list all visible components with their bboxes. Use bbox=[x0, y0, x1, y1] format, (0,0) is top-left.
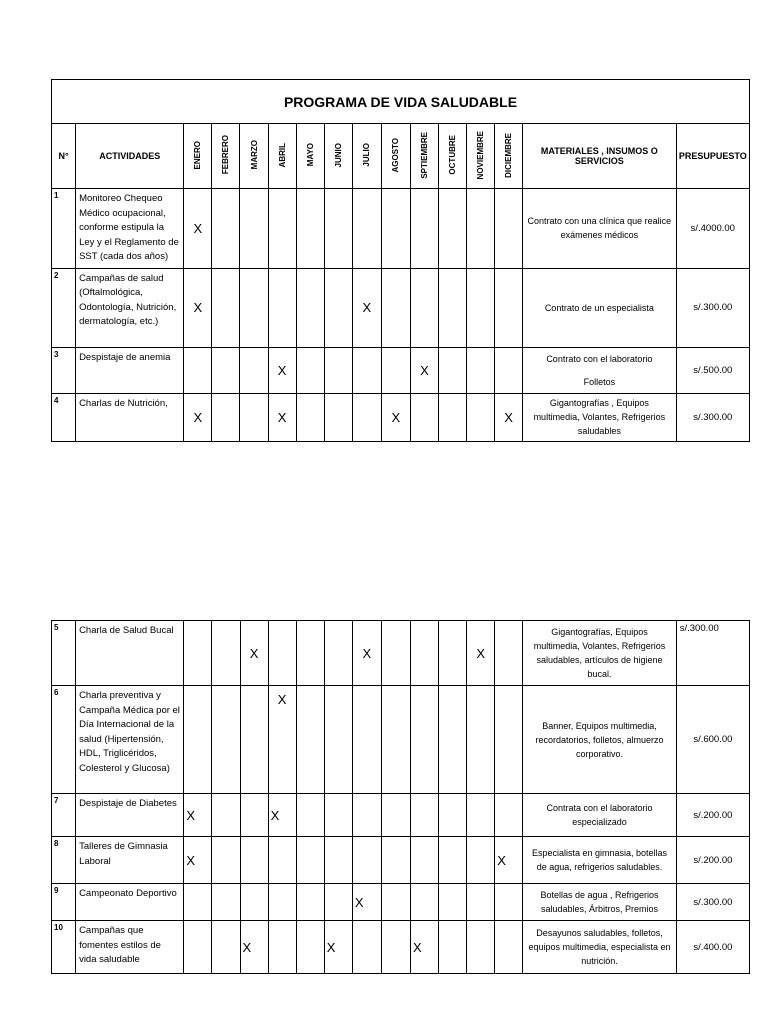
month-cell bbox=[439, 794, 467, 837]
materials-text: Contrato con el laboratorio bbox=[546, 353, 653, 364]
month-cell bbox=[296, 347, 324, 393]
month-mark: X bbox=[412, 939, 422, 955]
month-cell bbox=[410, 621, 438, 686]
header-month bbox=[495, 124, 523, 189]
materials-text: Especialista en gimnasia, botellas de agua, refrigerios saludables. bbox=[531, 848, 668, 872]
month-cell bbox=[467, 837, 495, 884]
activity-cell: Charla de Salud Bucal bbox=[76, 621, 184, 686]
month-cell bbox=[352, 189, 381, 269]
header-month-label: MAYO bbox=[305, 143, 315, 167]
month-mark: X bbox=[362, 645, 372, 661]
month-mark: X bbox=[420, 362, 429, 378]
month-cell bbox=[184, 189, 212, 269]
month-cell bbox=[240, 921, 268, 974]
header-month-label: ABRIL bbox=[277, 142, 287, 168]
month-cell bbox=[439, 686, 467, 794]
materials-cell bbox=[523, 347, 676, 393]
month-cell bbox=[495, 621, 523, 686]
month-cell bbox=[324, 347, 352, 393]
header-month-label: JULIO bbox=[362, 143, 372, 167]
month-cell bbox=[268, 794, 296, 837]
month-cell bbox=[240, 621, 268, 686]
month-cell bbox=[352, 686, 381, 794]
month-cell bbox=[381, 189, 410, 269]
month-cell bbox=[352, 884, 381, 921]
month-cell bbox=[352, 794, 381, 837]
materials-text: Banner, Equipos multimedia, recordatorios, folletos, almuerzo corporativo. bbox=[535, 720, 664, 759]
spacer bbox=[527, 366, 671, 375]
header-month bbox=[212, 124, 240, 189]
month-cell bbox=[268, 621, 296, 686]
table-row bbox=[52, 621, 750, 686]
month-cell bbox=[184, 794, 212, 837]
month-mark: X bbox=[476, 645, 486, 661]
month-cell bbox=[352, 347, 381, 393]
month-cell bbox=[467, 268, 495, 347]
header-month-label: FEBRERO bbox=[221, 135, 231, 175]
month-cell bbox=[381, 884, 410, 921]
header-month-label: MARZO bbox=[249, 140, 259, 170]
month-cell bbox=[495, 268, 523, 347]
month-cell bbox=[240, 837, 268, 884]
month-mark: X bbox=[504, 409, 513, 425]
materials-cell bbox=[523, 921, 676, 974]
month-cell bbox=[410, 921, 438, 974]
month-cell bbox=[268, 347, 296, 393]
month-cell bbox=[212, 794, 240, 837]
month-cell bbox=[296, 686, 324, 794]
materials-text-2: Folletos bbox=[583, 376, 616, 387]
header-month bbox=[410, 124, 438, 189]
materials-cell bbox=[523, 884, 676, 921]
month-cell bbox=[184, 686, 212, 794]
row-number: 1 bbox=[52, 189, 76, 269]
month-cell bbox=[296, 921, 324, 974]
month-cell bbox=[212, 686, 240, 794]
month-cell bbox=[439, 921, 467, 974]
row-number: 6 bbox=[52, 686, 76, 794]
month-cell bbox=[268, 189, 296, 269]
month-cell bbox=[352, 621, 381, 686]
month-cell bbox=[240, 884, 268, 921]
header-month bbox=[324, 124, 352, 189]
month-mark: X bbox=[277, 692, 287, 707]
month-cell bbox=[268, 686, 296, 794]
month-cell bbox=[410, 837, 438, 884]
month-cell bbox=[410, 347, 438, 393]
table-row bbox=[52, 347, 750, 393]
month-cell bbox=[212, 621, 240, 686]
table-row bbox=[52, 921, 750, 974]
materials-cell bbox=[523, 621, 676, 686]
month-mark: X bbox=[270, 807, 280, 823]
row-number: 3 bbox=[52, 347, 76, 393]
header-month-label: ENERO bbox=[193, 140, 203, 170]
month-mark: X bbox=[362, 300, 372, 315]
month-cell bbox=[438, 268, 466, 347]
month-mark: X bbox=[242, 939, 252, 955]
table-row bbox=[52, 268, 750, 347]
month-cell bbox=[296, 621, 324, 686]
row-number: 2 bbox=[52, 268, 76, 347]
month-cell bbox=[296, 393, 324, 441]
month-cell bbox=[352, 837, 381, 884]
month-cell bbox=[240, 686, 268, 794]
month-cell bbox=[296, 837, 324, 884]
month-cell bbox=[467, 686, 495, 794]
row-number: 8 bbox=[52, 837, 76, 884]
activity-cell: Despistaje de anemia bbox=[76, 347, 184, 393]
materials-cell bbox=[523, 189, 676, 269]
month-cell bbox=[268, 921, 296, 974]
month-cell bbox=[184, 268, 212, 347]
row-number: 4 bbox=[52, 393, 76, 441]
month-cell bbox=[467, 794, 495, 837]
page-title: PROGRAMA DE VIDA SALUDABLE bbox=[52, 80, 750, 124]
month-mark: X bbox=[186, 852, 196, 868]
budget-cell: s/.600.00 bbox=[676, 686, 749, 794]
month-mark: X bbox=[497, 852, 506, 868]
header-month bbox=[438, 124, 466, 189]
budget-cell: s/.200.00 bbox=[676, 837, 749, 884]
row-number: 9 bbox=[52, 884, 76, 921]
activity-cell: Campeonato Deportivo bbox=[76, 884, 184, 921]
month-cell bbox=[467, 884, 495, 921]
materials-cell bbox=[523, 393, 676, 441]
header-month bbox=[296, 124, 324, 189]
header-num: N° bbox=[52, 124, 76, 189]
materials-text: Gigantografías, Equipos multimedia, Volantes, Refrigerios saludables, artículos de higiene bucal. bbox=[533, 627, 666, 679]
month-cell bbox=[296, 884, 324, 921]
month-mark: X bbox=[193, 409, 203, 425]
month-cell bbox=[381, 794, 410, 837]
month-cell bbox=[324, 393, 352, 441]
header-month-label: SPTIEMBRE bbox=[419, 131, 429, 179]
table-row bbox=[52, 189, 750, 269]
month-cell bbox=[381, 621, 410, 686]
budget-cell: s/.300.00 bbox=[676, 621, 749, 686]
budget-cell: s/.4000.00 bbox=[676, 189, 749, 269]
month-cell bbox=[410, 268, 438, 347]
header-month bbox=[467, 124, 495, 189]
month-cell bbox=[467, 347, 495, 393]
month-cell bbox=[410, 189, 438, 269]
month-cell bbox=[184, 347, 212, 393]
month-cell bbox=[324, 837, 352, 884]
month-cell bbox=[184, 393, 212, 441]
month-mark: X bbox=[277, 362, 287, 378]
month-cell bbox=[495, 794, 523, 837]
row-number: 10 bbox=[52, 921, 76, 974]
month-mark: X bbox=[249, 645, 259, 661]
month-cell bbox=[296, 794, 324, 837]
month-cell bbox=[467, 921, 495, 974]
month-cell bbox=[184, 884, 212, 921]
month-cell bbox=[495, 884, 523, 921]
month-cell bbox=[495, 837, 523, 884]
month-cell bbox=[268, 268, 296, 347]
month-cell bbox=[212, 189, 240, 269]
month-mark: X bbox=[354, 894, 364, 910]
activity-cell: Monitoreo Chequeo Médico ocupacional, conforme estipula la Ley y el Reglamento de SST (cada dos años) bbox=[76, 189, 184, 269]
table-row bbox=[52, 794, 750, 837]
month-cell bbox=[296, 189, 324, 269]
month-cell bbox=[240, 189, 268, 269]
month-cell bbox=[212, 393, 240, 441]
table-row bbox=[52, 686, 750, 794]
month-cell bbox=[324, 621, 352, 686]
budget-cell: s/.400.00 bbox=[676, 921, 749, 974]
month-cell bbox=[381, 921, 410, 974]
month-cell bbox=[381, 347, 410, 393]
schedule-table-1 bbox=[51, 79, 750, 442]
header-month-label: NOVIEMBRE bbox=[476, 130, 486, 180]
month-cell bbox=[495, 393, 523, 441]
activity-cell: Charla preventiva y Campaña Médica por el Día Internacional de la salud (Hipertensión, HDL, Triglicéridos, Colesterol y Glucosa) bbox=[76, 686, 184, 794]
header-month-label: AGOSTO bbox=[391, 137, 401, 173]
month-cell bbox=[268, 393, 296, 441]
month-cell bbox=[495, 189, 523, 269]
header-month bbox=[268, 124, 296, 189]
materials-text: Gigantografías , Equipos multimedia, Volantes, Refrigerios saludables bbox=[533, 398, 666, 436]
month-cell bbox=[212, 884, 240, 921]
month-cell bbox=[240, 393, 268, 441]
month-cell bbox=[495, 921, 523, 974]
table-row bbox=[52, 884, 750, 921]
month-mark: X bbox=[326, 939, 336, 955]
month-cell bbox=[467, 621, 495, 686]
header-month-label: DICIEMBRE bbox=[504, 132, 514, 178]
month-mark: X bbox=[391, 409, 401, 425]
header-month-label: OCTUBRE bbox=[447, 135, 457, 175]
header-month bbox=[240, 124, 268, 189]
month-cell bbox=[240, 794, 268, 837]
month-cell bbox=[467, 189, 495, 269]
header-actividades: ACTIVIDADES bbox=[76, 124, 184, 189]
budget-cell: s/.200.00 bbox=[676, 794, 749, 837]
month-cell bbox=[410, 884, 438, 921]
materials-cell bbox=[523, 268, 676, 347]
budget-cell: s/.500.00 bbox=[676, 347, 749, 393]
schedule-table-2 bbox=[51, 620, 750, 974]
activity-cell: Charlas de Nutrición, bbox=[76, 393, 184, 441]
header-month-label: JUNIO bbox=[333, 142, 343, 168]
month-cell bbox=[184, 921, 212, 974]
month-cell bbox=[438, 347, 466, 393]
budget-cell: s/.300.00 bbox=[676, 268, 749, 347]
month-cell bbox=[324, 794, 352, 837]
activity-cell: Campañas de salud (Oftalmológica, Odontología, Nutrición, dermatología, etc.) bbox=[76, 268, 184, 347]
header-materiales: MATERIALES , INSUMOS O SERVICIOS bbox=[523, 124, 676, 189]
header-presupuesto: PRESUPUESTO bbox=[676, 124, 749, 189]
month-cell bbox=[439, 884, 467, 921]
month-cell bbox=[212, 921, 240, 974]
month-cell bbox=[495, 686, 523, 794]
month-cell bbox=[438, 393, 466, 441]
activity-cell: Despistaje de Diabetes bbox=[76, 794, 184, 837]
activity-cell: Campañas que fomentes estilos de vida saludable bbox=[76, 921, 184, 974]
header-row bbox=[52, 124, 750, 189]
month-cell bbox=[381, 686, 410, 794]
month-cell bbox=[324, 921, 352, 974]
month-mark: X bbox=[277, 409, 287, 425]
month-cell bbox=[410, 393, 438, 441]
month-cell bbox=[410, 794, 438, 837]
month-cell bbox=[438, 189, 466, 269]
materials-text: Contrata con el laboratorio especializado bbox=[546, 803, 653, 827]
month-cell bbox=[268, 884, 296, 921]
month-cell bbox=[184, 837, 212, 884]
month-cell bbox=[352, 393, 381, 441]
materials-cell bbox=[523, 837, 676, 884]
row-number: 7 bbox=[52, 794, 76, 837]
header-month bbox=[381, 124, 410, 189]
table-row bbox=[52, 837, 750, 884]
month-cell bbox=[352, 268, 381, 347]
materials-text: Contrato con una clínica que realice exámenes médicos bbox=[527, 216, 672, 241]
month-cell bbox=[410, 686, 438, 794]
month-cell bbox=[240, 347, 268, 393]
month-cell bbox=[296, 268, 324, 347]
materials-text: Botellas de agua , Refrigerios saludables, Árbitros, Premios bbox=[540, 890, 659, 914]
month-mark: X bbox=[193, 300, 203, 315]
month-cell bbox=[352, 921, 381, 974]
month-cell bbox=[324, 884, 352, 921]
header-month bbox=[352, 124, 381, 189]
month-cell bbox=[467, 393, 495, 441]
month-cell bbox=[212, 837, 240, 884]
month-cell bbox=[184, 621, 212, 686]
month-cell bbox=[240, 268, 268, 347]
month-cell bbox=[439, 837, 467, 884]
month-cell bbox=[381, 837, 410, 884]
table-row bbox=[52, 393, 750, 441]
month-cell bbox=[381, 393, 410, 441]
materials-cell bbox=[523, 794, 676, 837]
month-cell bbox=[324, 189, 352, 269]
month-cell bbox=[381, 268, 410, 347]
month-cell bbox=[268, 837, 296, 884]
month-mark: X bbox=[193, 220, 203, 236]
materials-text: Contrato de un especialista bbox=[544, 302, 654, 313]
month-cell bbox=[324, 268, 352, 347]
month-cell bbox=[212, 347, 240, 393]
materials-cell bbox=[523, 686, 676, 794]
month-mark: X bbox=[186, 807, 196, 823]
materials-text: Desayunos saludables, folletos, equipos multimedia, especialista en nutrición. bbox=[528, 928, 671, 966]
activity-cell: Talleres de Gimnasia Laboral bbox=[76, 837, 184, 884]
month-cell bbox=[495, 347, 523, 393]
month-cell bbox=[212, 268, 240, 347]
month-cell bbox=[439, 621, 467, 686]
budget-cell: s/.300.00 bbox=[676, 393, 749, 441]
budget-cell: s/.300.00 bbox=[676, 884, 749, 921]
header-month bbox=[184, 124, 212, 189]
month-cell bbox=[324, 686, 352, 794]
row-number: 5 bbox=[52, 621, 76, 686]
